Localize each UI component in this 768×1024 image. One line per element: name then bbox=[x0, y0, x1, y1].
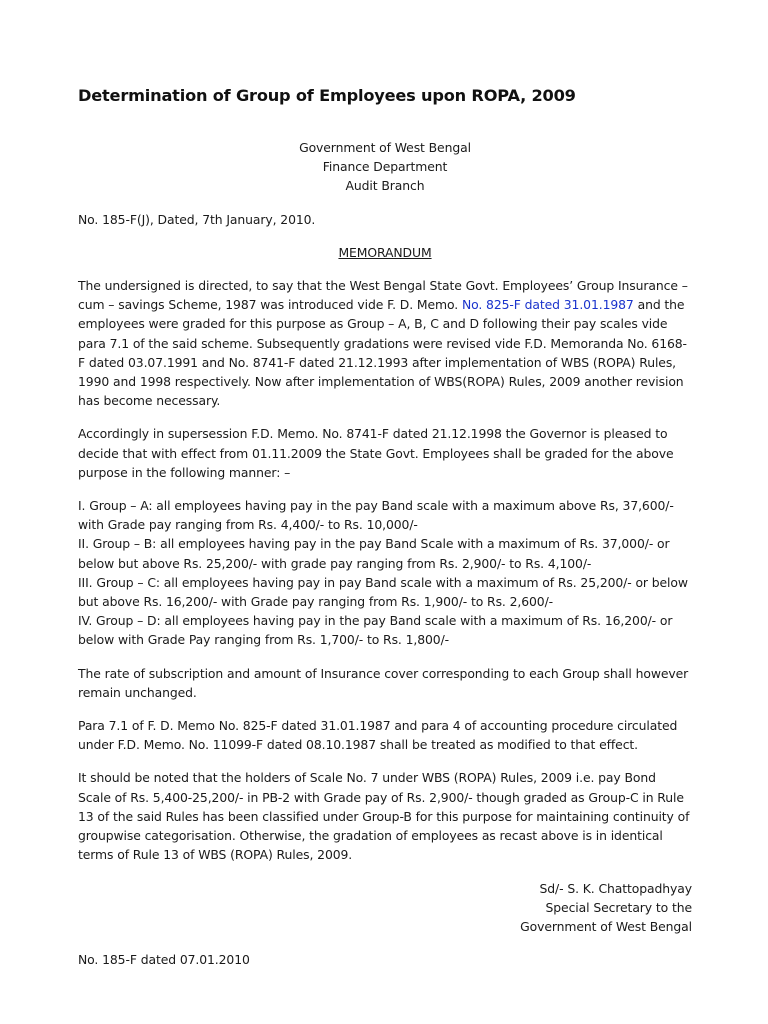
signature-block bbox=[78, 879, 692, 937]
paragraph-introduction-text-before: The undersigned is directed, to say that the West Bengal State Govt. Employees’ Group Insurance – cum – savings Scheme, 1987 was introduced vide F. D. Memo. bbox=[78, 278, 688, 313]
header-branch: Audit Branch bbox=[345, 178, 425, 194]
signatory-office: Government of West Bengal bbox=[520, 918, 692, 934]
header-department: Finance Department bbox=[322, 159, 448, 175]
footer-reference: No. 185-F dated 07.01.2010 bbox=[78, 952, 250, 968]
group-c-item: III. Group – C: all employees having pay in pay Band scale with a maximum of Rs. 25,200/- or below but above Rs. 16,200/- with Grade pay ranging from Rs. 1,900/- to Rs. 2,600/- bbox=[78, 574, 688, 610]
document-title: Determination of Group of Employees upon ROPA, 2009 bbox=[78, 86, 576, 105]
paragraph-introduction bbox=[78, 276, 692, 410]
group-a-item: I. Group – A: all employees having pay in the pay Band scale with a maximum above Rs, 37,600/- with Grade pay ranging from Rs. 4,400/- to Rs. 10,000/- bbox=[78, 498, 674, 533]
paragraph-supersession: Accordingly in supersession F.D. Memo. No. 8741-F dated 21.12.1998 the Governor is pleased to decide that with effect from 01.11.2009 the State Govt. Employees shall be graded for the above purpose in the following manner: – bbox=[78, 426, 674, 480]
reference-number: No. 185-F(J), Dated, 7th January, 2010. bbox=[78, 211, 316, 227]
group-b-item: II. Group – B: all employees having pay in the pay Band Scale with a maximum of Rs. 37,000/- or below but above Rs. 25,200/- with grade pay ranging from Rs. 2,900/- to Rs. 4,100/- bbox=[78, 536, 670, 571]
memorandum-heading bbox=[78, 243, 692, 262]
memorandum-heading-text: MEMORANDUM bbox=[338, 244, 432, 260]
paragraph-subscription: The rate of subscription and amount of Insurance cover corresponding to each Group shall however remain unchanged. bbox=[78, 665, 689, 700]
paragraph-scale-note: It should be noted that the holders of Scale No. 7 under WBS (ROPA) Rules, 2009 i.e. pay Bond Scale of Rs. 5,400-25,200/- in PB-2 with Grade pay of Rs. 2,900/- though graded as Group-C in Rule 13 of the said Rules has been classified under Group-B for this purpose for maintaining continuity of groupwise categorisation. Otherwise, the gradation of employees as recast above is in identical terms of Rule 13 of WBS (ROPA) Rules, 2009. bbox=[78, 770, 690, 863]
memo-825-f-link[interactable]: No. 825-F dated 31.01.1987 bbox=[461, 297, 634, 313]
paragraph-introduction-text-after: and the employees were graded for this purpose as Group – A, B, C and D following their pay scales vide para 7.1 of the said scheme. Subsequently gradations were revised vide F.D. Memoranda No. 6168-F dated 03.07.1991 and No. 8741-F dated 21.12.1993 after implementation of WBS (ROPA) Rules, 1990 and 1998 respectively. Now after implementation of WBS(ROPA) Rules, 2009 another revision has become necessary. bbox=[78, 297, 687, 409]
issuing-authority-header bbox=[78, 138, 692, 196]
header-government: Government of West Bengal bbox=[299, 140, 471, 155]
signatory-designation: Special Secretary to the bbox=[545, 899, 692, 915]
group-d-item: IV. Group – D: all employees having pay in the pay Band scale with a maximum of Rs. 16,200/- or below with Grade Pay ranging from Rs. 1,700/- to Rs. 1,800/- bbox=[78, 613, 673, 648]
paragraph-modification: Para 7.1 of F. D. Memo No. 825-F dated 31.01.1987 and para 4 of accounting procedure circulated under F.D. Memo. No. 11099-F dated 08.10.1987 shall be treated as modified to that effect. bbox=[78, 718, 678, 753]
group-classification-list bbox=[78, 496, 692, 650]
signatory-name: Sd/- S. K. Chattopadhyay bbox=[539, 880, 692, 896]
